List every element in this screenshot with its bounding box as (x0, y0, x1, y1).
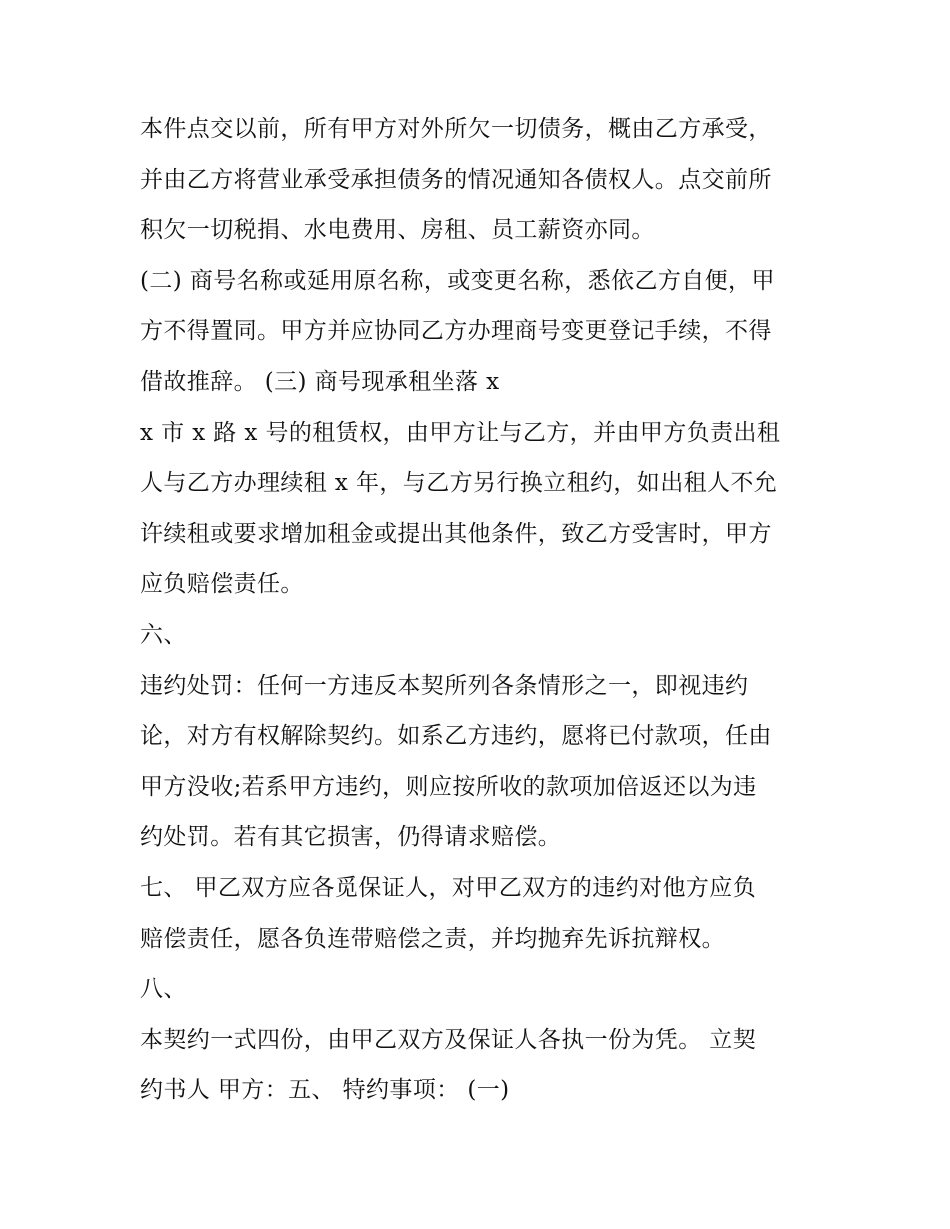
text-line: 约处罚。若有其它损害，仍得请求赔偿。 (140, 824, 562, 851)
text-line: 七、 甲乙双方应各觅保证人，对甲乙双方的违约对他方应负 (140, 874, 757, 901)
text-line: 许续租或要求增加租金或提出其他条件，致乙方受害时，甲方 (140, 520, 772, 547)
text-line: 借故推辞。 (三) 商号现承租坐落 x (140, 368, 500, 395)
text-line: 赔偿责任，愿各负连带赔偿之责，并均抛弃先诉抗辩权。 (140, 925, 725, 952)
text-line: 甲方没收;若系甲方违约，则应按所收的款项加倍返还以为违 (140, 773, 757, 800)
section-heading: 六、 (140, 621, 187, 648)
text-line: 论，对方有权解除契约。如系乙方违约，愿将已付款项，任由 (140, 723, 772, 750)
text-line: 并由乙方将营业承受承担债务的情况通知各债权人。点交前所 (140, 166, 772, 193)
text-line: 违约处罚：任何一方违反本契所列各条情形之一，即视违约 (140, 672, 749, 699)
text-line: 积欠一切税捐、水电费用、房租、员工薪资亦同。 (140, 217, 655, 244)
section-heading: 八、 (140, 976, 187, 1003)
text-line: (二) 商号名称或延用原名称，或变更名称，悉依乙方自便，甲 (140, 267, 775, 294)
text-line: x 市 x 路 x 号的租赁权，由甲方让与乙方，并由甲方负责出租 (140, 419, 781, 446)
text-line: 本件点交以前，所有甲方对外所欠一切债务，概由乙方承受， (140, 116, 772, 142)
document-body (140, 104, 830, 1116)
text-line: 本契约一式四份，由甲乙双方及保证人各执一份为凭。 立契 (140, 1026, 757, 1053)
text-line: 应负赔偿责任。 (140, 571, 304, 598)
text-line: 人与乙方办理续租 x 年，与乙方另行换立租约，如出租人不允 (140, 470, 778, 497)
text-line: 方不得置同。甲方并应协同乙方办理商号变更登记手续，不得 (140, 318, 772, 345)
text-line: 约书人 甲方：五、 特约事项： (一) (140, 1077, 510, 1104)
